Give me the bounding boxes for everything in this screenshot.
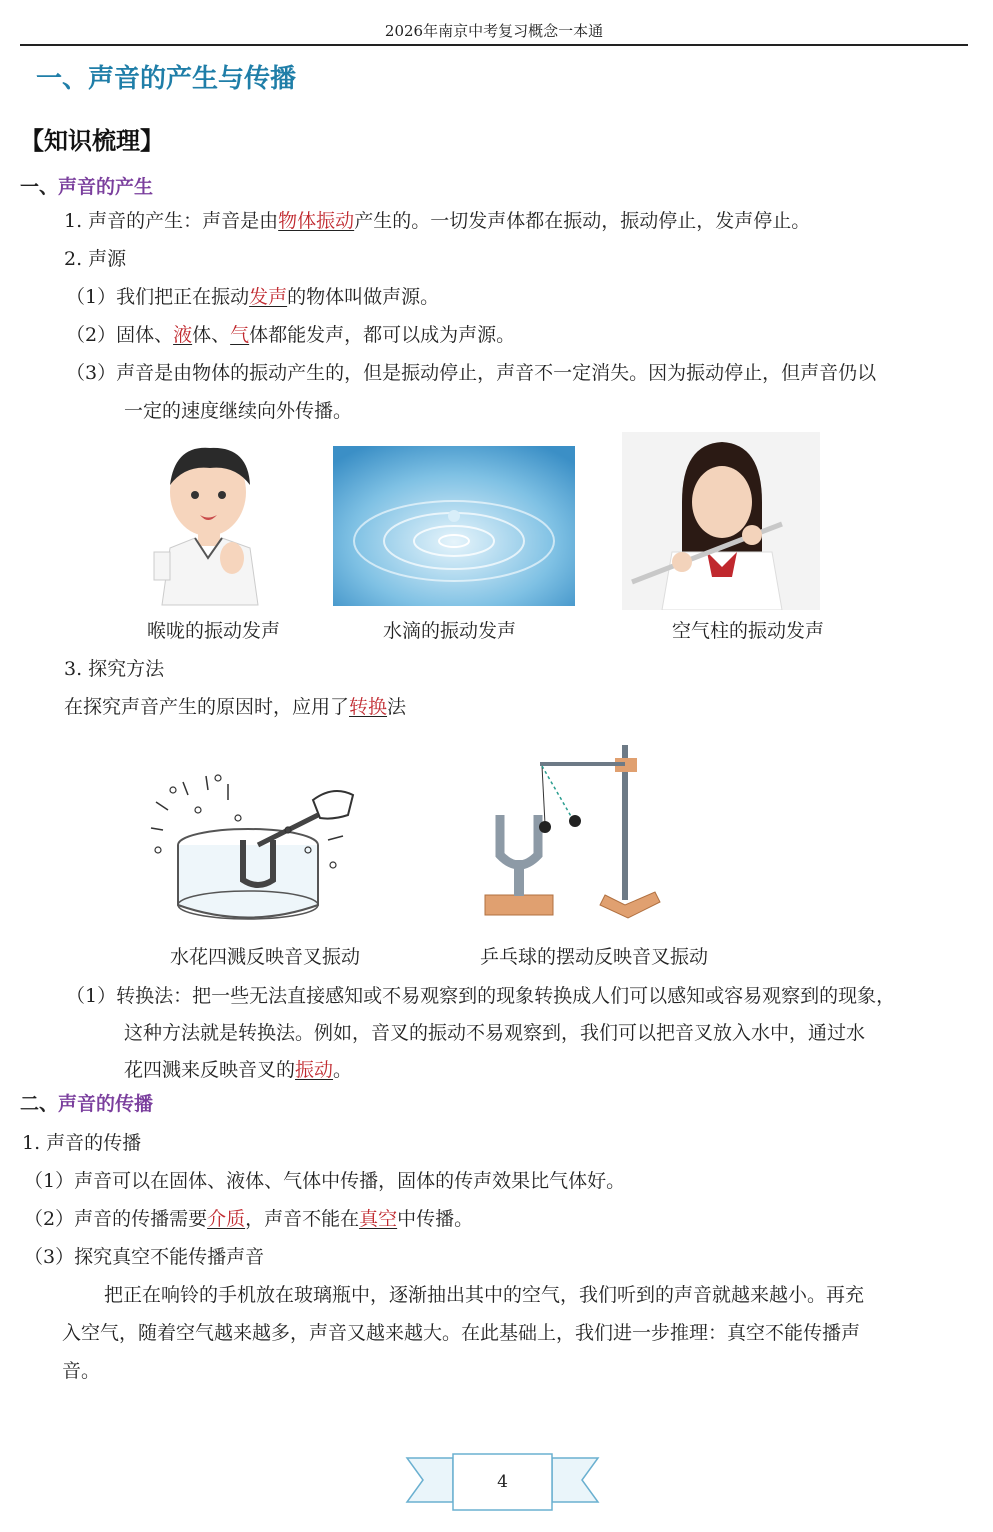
sub2-text-c: 体都能发声，都可以成为声源。 xyxy=(249,324,516,346)
sub3-line1: （3）声音是由物体的振动产生的，但是振动停止，声音不一定消失。因为振动停止，但声音仍以 xyxy=(66,362,877,384)
knowledge-heading: 【知识梳理】 xyxy=(20,127,164,155)
part2-heading-num: 二、 xyxy=(20,1093,59,1115)
caption-pingpong: 乒乓球的摆动反映音叉振动 xyxy=(480,946,709,968)
caption-air-column: 空气柱的振动发声 xyxy=(672,620,825,642)
tuning-fork-pendulum-image xyxy=(480,740,670,922)
boy-speaking-image xyxy=(150,440,275,610)
p2sub2-text-a: （2）声音的传播需要 xyxy=(24,1208,208,1230)
page-number-banner xyxy=(405,1452,600,1516)
part2-heading-text: 声音的传播 xyxy=(58,1093,154,1115)
part2-item1: 1. 声音的传播 xyxy=(22,1132,142,1154)
part2-sub2 xyxy=(24,1205,473,1233)
caption-water-splash: 水花四溅反映音叉振动 xyxy=(170,946,361,968)
method-text-a: 在探究声音产生的原因时，应用了 xyxy=(64,696,350,718)
vacuum-para-line3: 音。 xyxy=(62,1360,101,1382)
girl-flute-image xyxy=(622,432,820,610)
sub2-text-b: 体、 xyxy=(192,324,231,346)
item3-line: 3. 探究方法 xyxy=(64,658,165,680)
keyword-vacuum: 真空 xyxy=(359,1208,398,1230)
keyword-vibration: 物体振动 xyxy=(278,210,355,232)
conv3-text-a: 花四溅来反映音叉的 xyxy=(124,1059,296,1081)
section-title: 一、声音的产生与传播 xyxy=(36,64,297,94)
water-ripple-image xyxy=(333,446,575,606)
running-header: 2026年南京中考复习概念一本通 xyxy=(20,18,968,46)
part2-sub1: （1）声音可以在固体、液体、气体中传播，固体的传声效果比气体好。 xyxy=(24,1170,626,1192)
sub2-line xyxy=(66,321,515,349)
keyword-sound: 发声 xyxy=(249,286,288,308)
item1-line xyxy=(64,207,810,235)
part1-heading-num: 一、 xyxy=(20,176,59,198)
conversion-line2: 这种方法就是转换法。例如，音叉的振动不易观察到，我们可以把音叉放入水中，通过水 xyxy=(124,1022,866,1044)
keyword-liquid: 液 xyxy=(173,324,193,346)
part2-heading xyxy=(20,1090,153,1118)
p2sub2-text-b: ，声音不能在 xyxy=(245,1208,360,1230)
method-line xyxy=(64,693,406,721)
sub1-text-b: 的物体叫做声源。 xyxy=(287,286,440,308)
sub1-text-a: （1）我们把正在振动 xyxy=(66,286,250,308)
item1-text-a: 1. 声音的产生：声音是由 xyxy=(64,210,279,232)
part1-heading xyxy=(20,173,153,201)
keyword-medium: 介质 xyxy=(207,1208,246,1230)
page-number: 4 xyxy=(497,1472,508,1492)
keyword-conversion: 转换 xyxy=(349,696,388,718)
vacuum-para-line2: 入空气，随着空气越来越多，声音又越来越大。在此基础上，我们进一步推理：真空不能传播声 xyxy=(62,1322,861,1344)
vacuum-para-line1: 把正在响铃的手机放在玻璃瓶中，逐渐抽出其中的空气，我们听到的声音就越来越小。再充 xyxy=(104,1284,865,1306)
sub1-line xyxy=(66,283,439,311)
part1-heading-text: 声音的产生 xyxy=(58,176,154,198)
conversion-line3 xyxy=(124,1056,352,1084)
tuning-fork-water-image xyxy=(148,770,358,930)
sub3-line2: 一定的速度继续向外传播。 xyxy=(124,400,353,422)
caption-throat: 喉咙的振动发声 xyxy=(147,620,281,642)
keyword-vibration-2: 振动 xyxy=(295,1059,334,1081)
sub2-text-a: （2）固体、 xyxy=(66,324,174,346)
method-text-b: 法 xyxy=(387,696,407,718)
conv3-text-b: 。 xyxy=(333,1059,353,1081)
part2-sub3: （3）探究真空不能传播声音 xyxy=(24,1246,265,1268)
p2sub2-text-c: 中传播。 xyxy=(397,1208,474,1230)
item1-text-b: 产生的。一切发声体都在振动，振动停止，发声停止。 xyxy=(354,210,811,232)
keyword-gas: 气 xyxy=(230,324,250,346)
item2-line: 2. 声源 xyxy=(64,248,127,270)
conversion-line1: （1）转换法：把一些无法直接感知或不易观察到的现象转换成人们可以感知或容易观察到的现象， xyxy=(66,985,896,1007)
caption-water-drop: 水滴的振动发声 xyxy=(383,620,517,642)
